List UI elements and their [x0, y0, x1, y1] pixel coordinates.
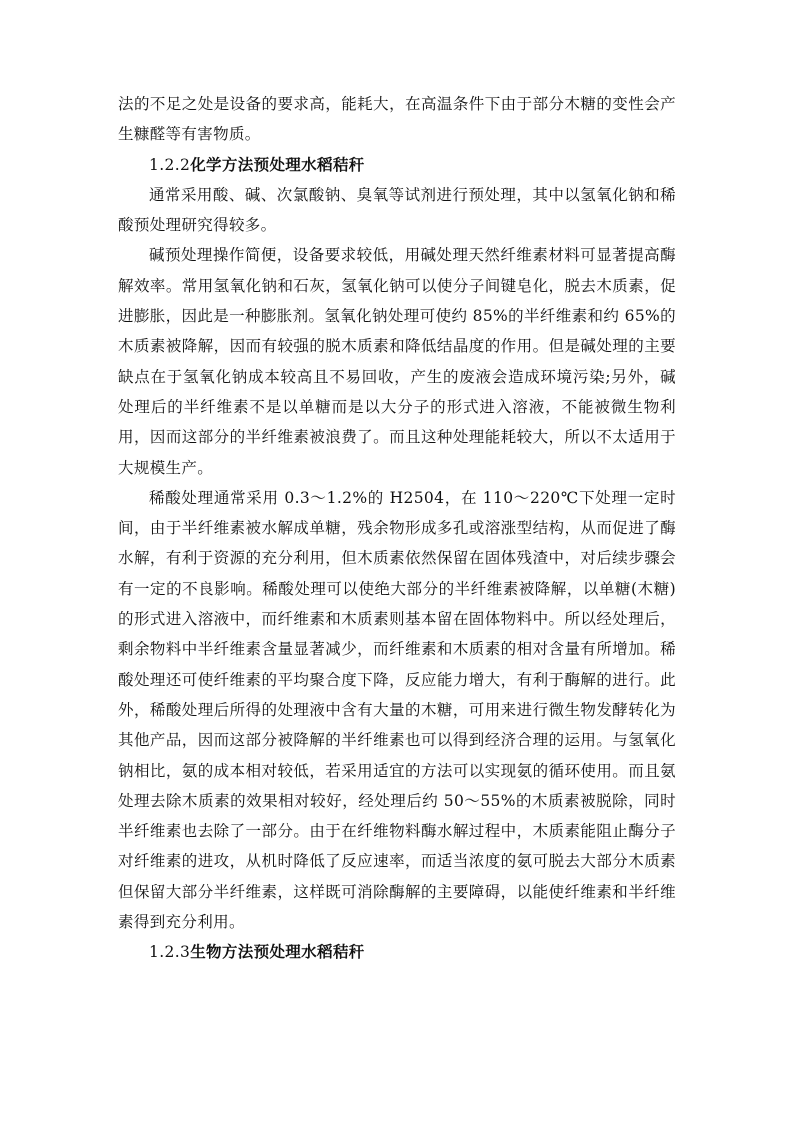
paragraph-reagents: 通常采用酸、碱、次氯酸钠、臭氧等试剂进行预处理，其中以氢氧化钠和稀酸预处理研究得较多。: [118, 185, 676, 235]
section-number: 1.2.3: [149, 943, 191, 962]
section-title: 化学方法预处理水稻秸秆: [190, 154, 365, 174]
paragraph-alkali-pretreatment: 碱预处理操作简便，设备要求较低，用碱处理天然纤维素材料可显著提高酶解效率。常用氢氧化钠和石灰，氢氧化钠可以使分子间键皂化，脱去木质素，促进膨胀，因此是一种膨胀剂。氢氧化钠处理可使约 85%的半纤维素和约 65%的木质素被降解，因而有较强的脱木质素和降低结晶度的作用。但是碱处理的主要缺点在于氢氧化钠成本较高且不易回收，产生的废液会造成环境污染;另外，碱处理后的半纤维素不是以单糖而是以大分子的形式进入溶液，不能被微生物利用，因而这部分的半纤维素被浪费了。而且这种处理能耗较大，所以不太适用于大规模生产。: [118, 246, 676, 477]
paragraph-continuation: 法的不足之处是设备的要求高，能耗大，在高温条件下由于部分木糖的变性会产生糠醛等有害物质。: [118, 95, 676, 144]
paragraph-dilute-acid-pretreatment: 稀酸处理通常采用 0.3～1.2%的 H2504，在 110～220℃下处理一定时间，由于半纤维素被水解成单糖，残余物形成多孔或溶涨型结构，从而促进了酶水解，有利于资源的充分利用，但木质素依然保留在固体残渣中，对后续步骤会有一定的不良影响。稀酸处理可以使绝大部分的半纤维素被降解，以单糖(木糖)的形式进入溶液中，而纤维素和木质素则基本留在固体物料中。所以经处理后，剩余物料中半纤维素含量显著减少，而纤维素和木质素的相对含量有所增加。稀酸处理还可使纤维素的平均聚合度下降，反应能力增大，有利于酶解的进行。此外，稀酸处理后所得的处理液中含有大量的木糖，可用来进行微生物发酵转化为其他产品，因而这部分被降解的半纤维素也可以得到经济合理的运用。与氢氧化钠相比，氨的成本相对较低，若采用适宜的方法可以实现氨的循环使用。而且氨处理去除木质素的效果相对较好，经处理后约 50～55%的木质素被脱除，同时半纤维素也去除了一部分。由于在纤维物料酶水解过程中，木质素能阻止酶分子对纤维素的进攻，从机时降低了反应速率，而适当浓度的氨可脱去大部分木质素但保留大部分半纤维素，这样既可消除酶解的主要障碍，以能使纤维素和半纤维素得到充分利用。: [118, 488, 676, 932]
section-heading-1-2-3: [118, 937, 676, 967]
document-page: [118, 89, 676, 968]
section-title: 生物方法预处理水稻秸秆: [190, 942, 365, 962]
section-heading-1-2-2: [118, 150, 676, 180]
section-number: 1.2.2: [149, 155, 191, 174]
